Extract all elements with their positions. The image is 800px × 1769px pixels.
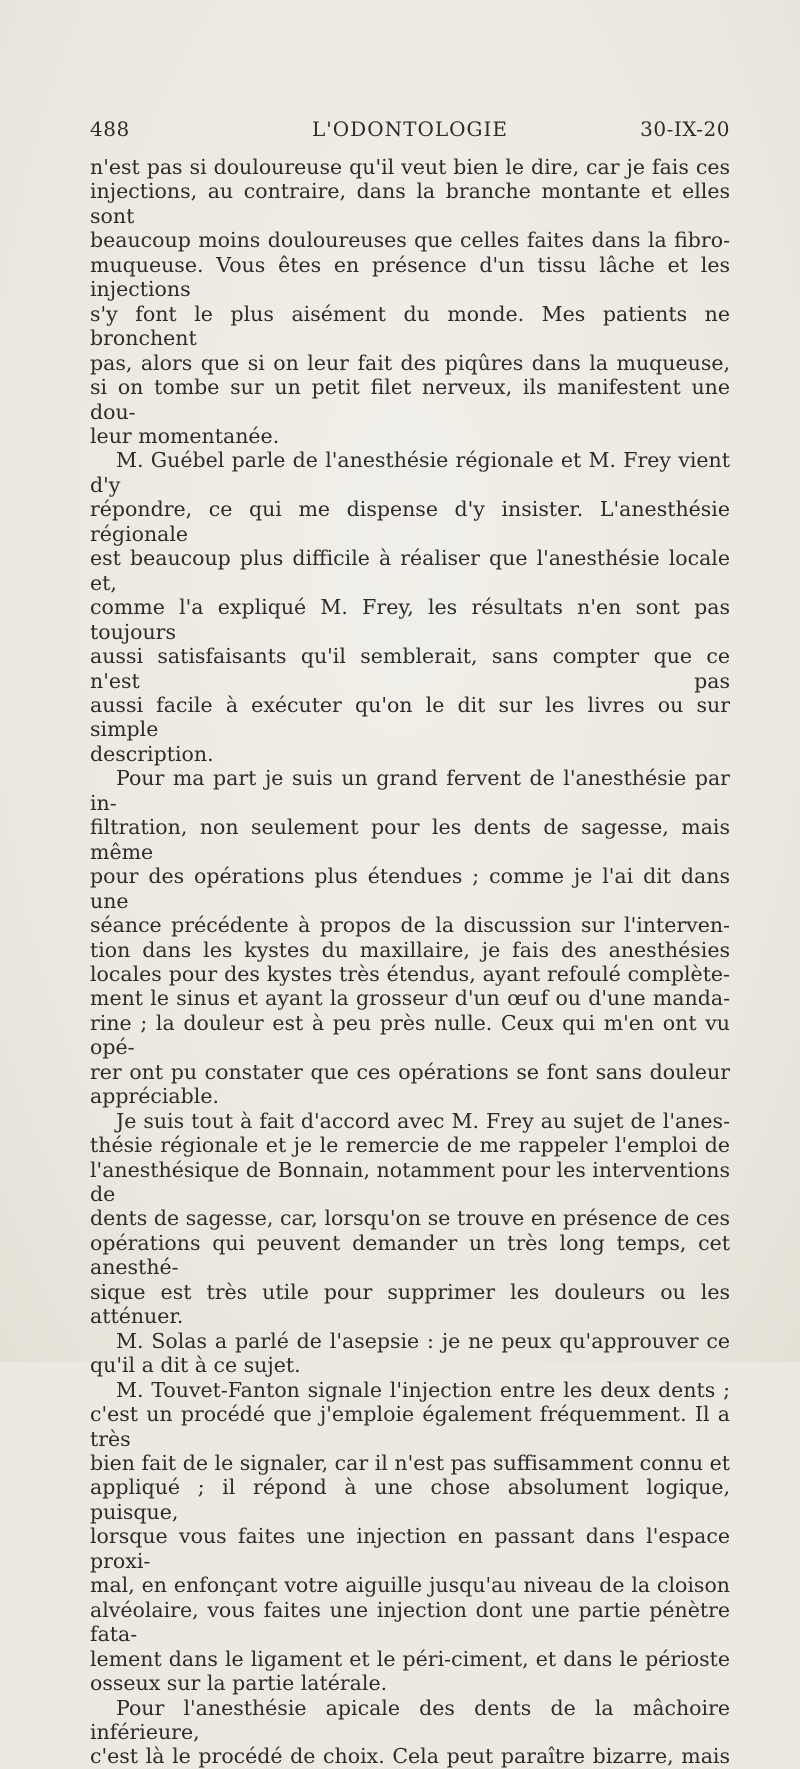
running-title: L'ODONTOLOGIE — [312, 117, 508, 141]
text-line: c'est un procédé que j'emploie également fréquemment. Il a très — [90, 1402, 730, 1451]
text-line: pour des opérations plus étendues ; comme je l'ai dit dans une — [90, 864, 730, 913]
text-line: c'est là le procédé de choix. Cela peut paraître bizarre, mais — [90, 1744, 730, 1769]
text-line: bien fait de le signaler, car il n'est pas suffisamment connu et — [90, 1451, 730, 1476]
text-line: répondre, ce qui me dispense d'y insister. L'anesthésie régionale — [90, 497, 730, 546]
text-line: description. — [90, 741, 214, 766]
text-line: ment le sinus et ayant la grosseur d'un œuf ou d'une manda- — [90, 986, 730, 1011]
text-line: n'est pas si douloureuse qu'il veut bien le dire, car je fais ces — [90, 155, 730, 179]
text-line: Je suis tout à fait d'accord avec M. Frey au sujet de l'anes- — [116, 1108, 730, 1133]
text-line: séance précédente à propos de la discussion sur l'interven- — [90, 913, 730, 938]
text-line: dents de sagesse, car, lorsqu'on se trouve en présence de ces — [90, 1206, 730, 1231]
text-line: Pour ma part je suis un grand fervent de l'anesthésie par in- — [90, 766, 730, 815]
text-line: aussi satisfaisants qu'il semblerait, sans compter que ce n'est pas — [90, 644, 730, 693]
text-line: lorsque vous faites une injection en passant dans l'espace proxi- — [90, 1524, 730, 1573]
text-line: lement dans le ligament et le péri-ciment, et dans le périoste — [90, 1646, 730, 1671]
text-line: est beaucoup plus difficile à réaliser que l'anesthésie locale et, — [90, 546, 730, 595]
text-line: rer ont pu constater que ces opérations se font sans douleur — [90, 1059, 730, 1084]
text-line: comme l'a expliqué M. Frey, les résultats n'en sont pas toujours — [90, 595, 730, 644]
text-line: appréciable. — [90, 1084, 219, 1109]
text-line: muqueuse. Vous êtes en présence d'un tissu lâche et les injections — [90, 252, 730, 302]
text-line: M. Solas a parlé de l'asepsie : je ne peux qu'approuver ce — [116, 1328, 730, 1353]
text-line: Pour l'anesthésie apicale des dents de la mâchoire inférieure, — [90, 1695, 730, 1744]
text-line: rine ; la douleur est à peu près nulle. Ceux qui m'en ont vu opé- — [90, 1010, 730, 1060]
text-line: M. Touvet-Fanton signale l'injection entre les deux dents ; — [116, 1377, 730, 1402]
text-line: beaucoup moins douloureuses que celles faites dans la fibro- — [90, 228, 730, 253]
text-line: opérations qui peuvent demander un très long temps, cet anesthé- — [90, 1230, 730, 1280]
page-header — [90, 117, 730, 147]
text-line: s'y font le plus aisément du monde. Mes patients ne bronchent — [90, 301, 730, 351]
text-line: filtration, non seulement pour les dents de sagesse, mais même — [90, 815, 730, 864]
text-line: osseux sur la partie latérale. — [90, 1671, 388, 1696]
text-line: tion dans les kystes du maxillaire, je fais des anesthésies — [90, 937, 730, 962]
text-line: injections, au contraire, dans la branche montante et elles sont — [90, 179, 730, 228]
text-line: locales pour des kystes très étendus, ayant refoulé complète- — [90, 961, 730, 986]
text-line: pas, alors que si on leur fait des piqûres dans la muqueuse, — [90, 350, 730, 375]
text-line: appliqué ; il répond à une chose absolument logique, puisque, — [90, 1475, 730, 1524]
text-line: sique est très utile pour supprimer les douleurs ou les atténuer. — [90, 1279, 730, 1329]
text-line: l'anesthésique de Bonnain, notamment pour les interventions de — [90, 1157, 730, 1207]
text-line: qu'il a dit à ce sujet. — [90, 1353, 301, 1378]
text-line: M. Guébel parle de l'anesthésie régionale et M. Frey vient d'y — [90, 448, 730, 497]
issue-date: 30-IX-20 — [640, 117, 730, 141]
text-line: si on tombe sur un petit filet nerveux, ils manifestent une dou- — [90, 375, 730, 424]
text-line: leur momentanée. — [90, 423, 280, 448]
body-text — [90, 155, 730, 1769]
text-line: mal, en enfonçant votre aiguille jusqu'au niveau de la cloison — [90, 1573, 730, 1598]
text-line: thésie régionale et je le remercie de me rappeler l'emploi de — [90, 1133, 730, 1158]
page-number: 488 — [90, 117, 130, 141]
text-line: alvéolaire, vous faites une injection dont une partie pénètre fata- — [90, 1597, 730, 1647]
text-line: aussi facile à exécuter qu'on le dit sur les livres ou sur simple — [90, 692, 730, 742]
